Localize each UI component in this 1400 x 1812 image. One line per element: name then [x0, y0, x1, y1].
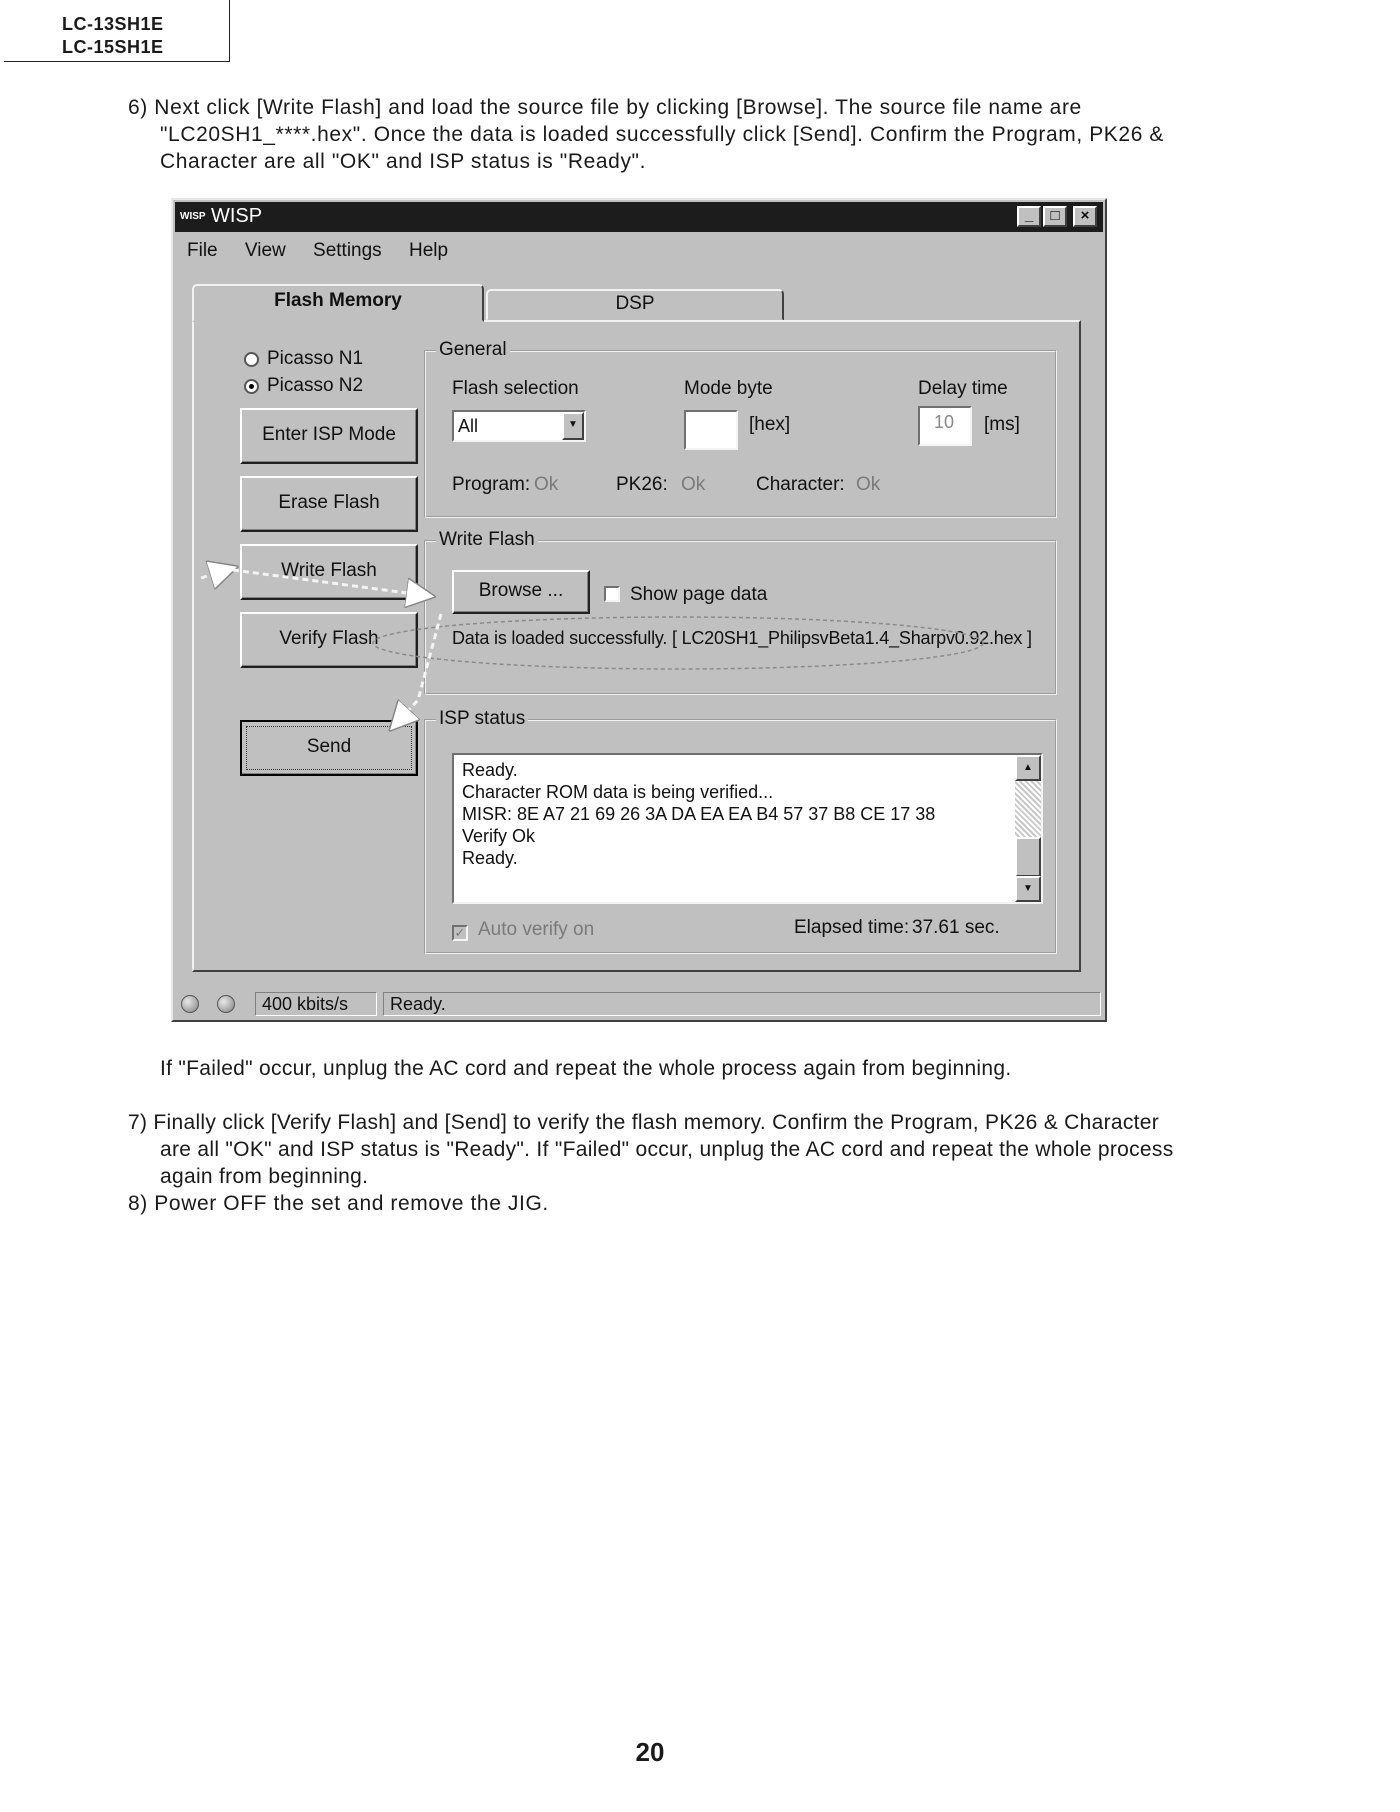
tab-flash-memory[interactable]: Flash Memory	[192, 284, 484, 322]
menu-file[interactable]: File	[187, 240, 218, 261]
model-number-2: LC-15SH1E	[62, 37, 164, 57]
status-bar	[175, 990, 1103, 1018]
isp-status-log[interactable]	[452, 753, 1043, 904]
checkmark-icon: ✓	[452, 925, 468, 941]
auto-verify-checkbox[interactable]	[452, 919, 594, 941]
send-button[interactable]: Send	[240, 720, 418, 776]
log-lines	[462, 759, 935, 869]
flash-selection-value: All	[458, 416, 479, 436]
menu-view[interactable]: View	[244, 240, 286, 261]
status-state: Ready.	[383, 992, 1101, 1016]
status-speed: 400 kbits/s	[255, 992, 377, 1016]
pk26-status: Ok	[681, 474, 706, 495]
activity-led-icon	[217, 995, 235, 1013]
verify-flash-button[interactable]: Verify Flash	[240, 612, 418, 668]
write-flash-button[interactable]: Write Flash	[240, 544, 418, 600]
browse-button[interactable]: Browse ...	[452, 570, 590, 614]
flash-selection-label: Flash selection	[452, 378, 579, 399]
close-button[interactable]: ×	[1073, 206, 1097, 227]
write-flash-group-label: Write Flash	[436, 529, 538, 551]
character-status: Ok	[856, 474, 881, 495]
model-header-box	[4, 0, 230, 62]
elapsed-time-value: 37.61 sec.	[912, 917, 1000, 938]
checkbox-icon	[604, 586, 620, 602]
enter-isp-mode-button[interactable]: Enter ISP Mode	[240, 408, 418, 464]
delay-time-input[interactable]: 10	[918, 406, 972, 446]
wisp-window	[171, 198, 1107, 1022]
radio-label: Picasso N1	[267, 348, 364, 369]
flash-selection-dropdown[interactable]	[452, 410, 586, 442]
failed-note: If "Failed" occur, unplug the AC cord and repeat the whole process again from beginning.	[160, 1057, 1012, 1080]
mode-byte-input[interactable]	[684, 410, 738, 450]
show-page-data-label: Show page data	[630, 584, 768, 605]
log-line: Character ROM data is being verified...	[462, 782, 774, 802]
model-number-1: LC-13SH1E	[62, 14, 164, 34]
step-7-line-1: 7) Finally click [Verify Flash] and [Send] to verify the flash memory. Confirm the Program, PK26 & Character	[128, 1111, 1160, 1134]
log-line: Verify Ok	[462, 826, 536, 846]
chevron-down-icon[interactable]: ▼	[562, 412, 584, 440]
load-status-message: Data is loaded successfully. [ LC20SH1_PhilipsvBeta1.4_Sharpv0.92.hex ]	[452, 628, 1032, 648]
scroll-thumb[interactable]	[1015, 837, 1041, 877]
log-scrollbar[interactable]	[1015, 755, 1041, 902]
minimize-button[interactable]: _	[1017, 206, 1041, 227]
radio-picasso-n2[interactable]	[244, 375, 363, 397]
pk26-label: PK26:	[616, 474, 668, 495]
radio-button-selected-icon	[244, 379, 259, 394]
program-status: Ok	[534, 474, 559, 495]
mode-byte-label: Mode byte	[684, 378, 773, 399]
log-line: MISR: 8E A7 21 69 26 3A DA EA EA B4 57 37 B8 CE 17 38	[462, 804, 936, 824]
write-flash-group	[424, 529, 1057, 695]
tab-dsp[interactable]: DSP	[486, 289, 784, 321]
delay-time-label: Delay time	[918, 378, 1008, 399]
step-6-line-2: "LC20SH1_****.hex". Once the data is loaded successfully click [Send]. Confirm the Program, PK26 &	[160, 123, 1165, 146]
general-group	[424, 339, 1057, 518]
menu-help[interactable]: Help	[408, 240, 449, 261]
scroll-up-icon[interactable]: ▲	[1015, 755, 1041, 781]
menu-settings[interactable]: Settings	[313, 240, 382, 261]
show-page-data-checkbox[interactable]	[604, 584, 767, 606]
page-number: 20	[635, 1737, 665, 1767]
menu-bar	[187, 240, 470, 262]
auto-verify-label: Auto verify on	[478, 919, 595, 940]
erase-flash-button[interactable]: Erase Flash	[240, 476, 418, 532]
step-6-line-1: 6) Next click [Write Flash] and load the source file by clicking [Browse]. The source file name are	[128, 96, 1082, 119]
maximize-button[interactable]: □	[1043, 206, 1067, 227]
connection-led-icon	[181, 995, 199, 1013]
step-6-line-3: Character are all "OK" and ISP status is "Ready".	[160, 150, 647, 173]
mode-byte-unit: [hex]	[749, 414, 791, 435]
character-label: Character:	[756, 474, 845, 495]
scroll-down-icon[interactable]: ▼	[1015, 876, 1041, 902]
window-title: WISP	[211, 205, 263, 227]
radio-button-icon	[244, 352, 259, 367]
flash-memory-panel	[192, 320, 1081, 972]
elapsed-time-label: Elapsed time:	[794, 917, 910, 938]
log-line: Ready.	[462, 848, 518, 868]
radio-label: Picasso N2	[267, 375, 364, 396]
title-bar	[175, 202, 1103, 232]
step-7-line-3: again from beginning.	[160, 1165, 369, 1188]
delay-time-unit: [ms]	[984, 414, 1020, 435]
program-label: Program:	[452, 474, 531, 495]
log-line: Ready.	[462, 760, 518, 780]
step-8: 8) Power OFF the set and remove the JIG.	[128, 1192, 549, 1215]
isp-status-group	[424, 708, 1057, 954]
step-7-line-2: are all "OK" and ISP status is "Ready". If "Failed" occur, unplug the AC cord and repeat the whole process	[160, 1138, 1174, 1161]
app-logo-icon: WISP	[180, 211, 206, 222]
radio-picasso-n1[interactable]	[244, 348, 363, 370]
general-group-label: General	[436, 339, 510, 361]
isp-status-group-label: ISP status	[436, 708, 528, 730]
